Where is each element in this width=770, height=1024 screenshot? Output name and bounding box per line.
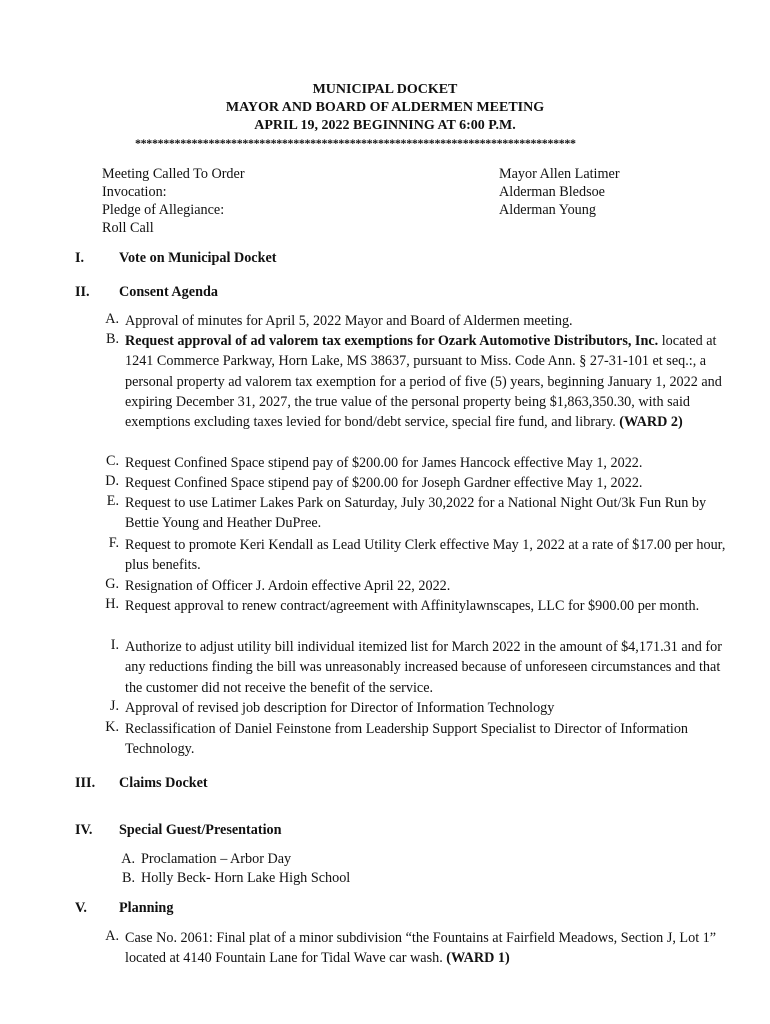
opening-alderman-bledsoe: Alderman Bledsoe bbox=[499, 184, 605, 200]
section-number: V. bbox=[75, 900, 87, 916]
opening-call-to-order: Meeting Called To Order bbox=[102, 166, 245, 182]
docket-title: MUNICIPAL DOCKET bbox=[312, 82, 458, 97]
opening-mayor: Mayor Allen Latimer bbox=[499, 166, 620, 182]
opening-alderman-young: Alderman Young bbox=[499, 202, 596, 218]
section-title: Special Guest/Presentation bbox=[119, 822, 282, 838]
meeting-date: APRIL 19, 2022 BEGINNING AT 6:00 P.M. bbox=[254, 118, 516, 133]
opening-pledge: Pledge of Allegiance: bbox=[102, 202, 225, 218]
meeting-title: MAYOR AND BOARD OF ALDERMEN MEETING bbox=[225, 100, 545, 115]
opening-invocation: Invocation: bbox=[102, 184, 167, 200]
section-number: III. bbox=[75, 775, 96, 791]
item-bold-heading: Request approval of ad valorem tax exemptions for Ozark Automotive Distributors, Inc. bbox=[125, 333, 659, 349]
ward-tag: (WARD 1) bbox=[446, 950, 510, 967]
section-title: Vote on Municipal Docket bbox=[119, 250, 277, 266]
section-number: I. bbox=[75, 250, 85, 266]
section-title: Claims Docket bbox=[119, 775, 208, 791]
opening-roll-call: Roll Call bbox=[102, 220, 154, 236]
ward-tag: (WARD 2) bbox=[619, 414, 683, 431]
section-title: Planning bbox=[119, 900, 174, 916]
section-title: Consent Agenda bbox=[119, 284, 218, 300]
section-number: IV. bbox=[75, 822, 93, 838]
section-number: II. bbox=[75, 284, 90, 300]
star-divider: ****************************************************************************** bbox=[135, 136, 576, 150]
